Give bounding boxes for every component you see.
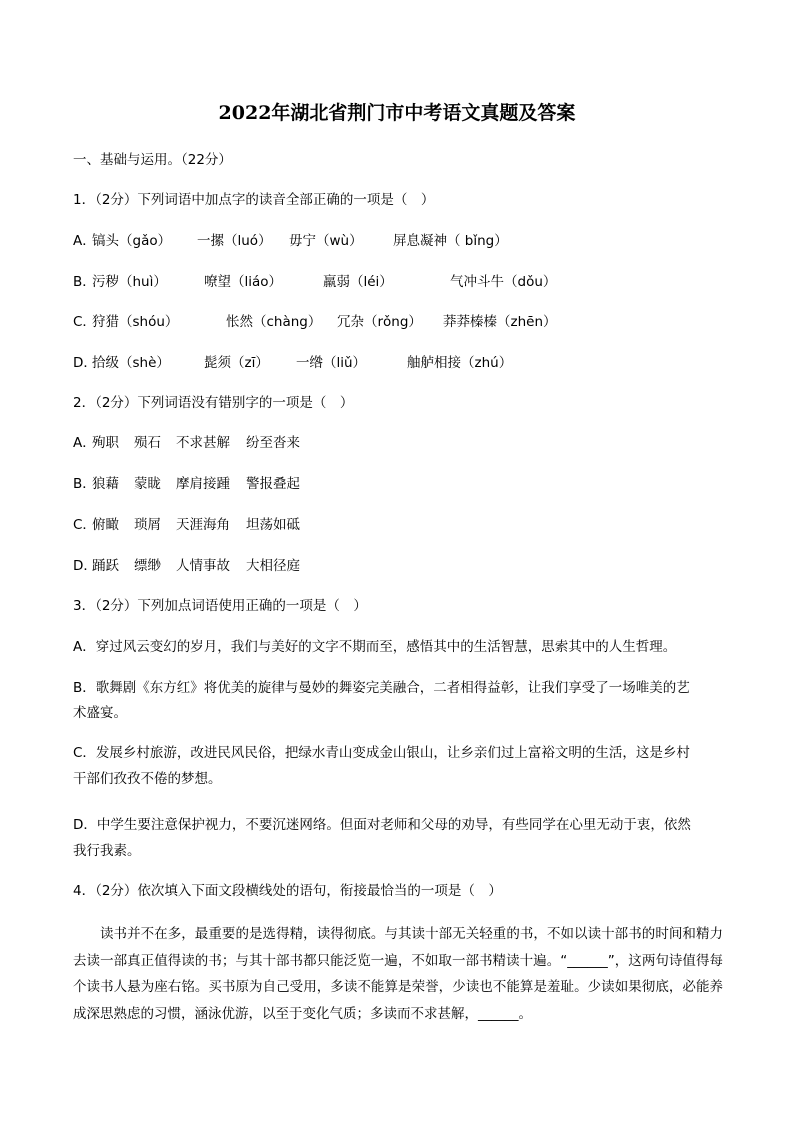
q1-option-item: 气冲斗牛（dǒu） bbox=[450, 274, 557, 290]
question-3-option-b: B．歌舞剧《东方红》将优美的旋律与曼妙的舞姿完美融合，二者相得益彰，让我们享受了一场唯美的艺 bbox=[73, 680, 690, 696]
q1-option-label: C． bbox=[73, 314, 96, 330]
q2-option-item: 蒙眬 bbox=[134, 476, 161, 492]
q1-option-item: 莽莽榛榛（zhēn） bbox=[443, 314, 557, 330]
q1-option-item: 髭须（zī） bbox=[204, 355, 269, 371]
q1-option-item: 拾级（shè） bbox=[92, 355, 170, 371]
q2-option-item: 殒石 bbox=[134, 435, 161, 451]
q1-option-item: 羸弱（léi） bbox=[323, 274, 393, 290]
q2-option-item: 踊跃 bbox=[92, 558, 119, 574]
question-3-option-c-cont: 干部们孜孜不倦的梦想。 bbox=[73, 771, 222, 787]
q2-option-label: A． bbox=[73, 435, 96, 451]
q1-option-label: D． bbox=[73, 355, 97, 371]
q2-option-item: 人情事故 bbox=[176, 558, 230, 574]
q2-option-label: C． bbox=[73, 517, 96, 533]
question-4-stem: 4．（2分）依次填入下面文段横线处的语句，衔接最恰当的一项是（ ） bbox=[73, 883, 502, 899]
question-3-option-b-cont: 术盛宴。 bbox=[73, 705, 127, 721]
q1-option-item: 嘹望（liáo） bbox=[204, 274, 283, 290]
document-title: 2022年湖北省荆门市中考语文真题及答案 bbox=[218, 102, 576, 124]
question-3-option-d-cont: 我行我素。 bbox=[73, 843, 141, 859]
q2-option-item: 俯瞰 bbox=[92, 517, 119, 533]
q1-option-item: 怅然（chàng） bbox=[226, 314, 322, 330]
q2-option-item: 琐屑 bbox=[134, 517, 161, 533]
section-heading: 一、基础与运用。（22分） bbox=[73, 152, 232, 168]
q1-option-label: B． bbox=[73, 274, 96, 290]
question-4-passage: 读书并不在多，最重要的是选得精，读得彻底。与其读十部无关轻重的书，不如以读十部书的时间和精力去读一部真正值得读的书；与其十部书都只能泛览一遍，不如取一部书精读十遍。“______”，这两句诗值得每个读书人悬为座右铭。买书原为自己受用，多读不能算是荣誉，少读也不能算是羞耻。少读如果彻底，必能养成深思熟虑的习惯，涵泳优游，以至于变化气质；多读而不求甚解，______。 bbox=[73, 926, 723, 1022]
question-1-stem: 1．（2分）下列词语中加点字的读音全部正确的一项是（ ） bbox=[73, 192, 435, 208]
q2-option-item: 大相径庭 bbox=[246, 558, 300, 574]
q2-option-item: 狼藉 bbox=[92, 476, 119, 492]
q2-option-item: 纷至沓来 bbox=[246, 435, 300, 451]
q2-option-item: 警报叠起 bbox=[246, 476, 300, 492]
question-2-stem: 2．（2分）下列词语没有错别字的一项是（ ） bbox=[73, 395, 354, 411]
question-3-stem: 3．（2分）下列加点词语使用正确的一项是（ ） bbox=[73, 598, 367, 614]
q1-option-item: 狩猎（shóu） bbox=[92, 314, 179, 330]
q1-option-item: 舳舻相接（zhú） bbox=[407, 355, 513, 371]
q2-option-item: 缥缈 bbox=[134, 558, 161, 574]
q2-option-item: 殉职 bbox=[92, 435, 119, 451]
q1-option-item: 污秽（huì） bbox=[92, 274, 167, 290]
q1-option-label: A． bbox=[73, 233, 96, 249]
q1-option-item: 一绺（liǔ） bbox=[296, 355, 367, 371]
q1-option-item: 毋宁（wù） bbox=[289, 233, 363, 249]
q1-option-item: 一摞（luó） bbox=[197, 233, 272, 249]
q1-option-item: 冗杂（rǒng） bbox=[337, 314, 422, 330]
q2-option-item: 坦荡如砥 bbox=[246, 517, 300, 533]
q2-option-item: 不求甚解 bbox=[176, 435, 230, 451]
question-3-option-a: A．穿过风云变幻的岁月，我们与美好的文字不期而至，感悟其中的生活智慧，思索其中的人生哲理。 bbox=[73, 639, 677, 655]
q1-option-item: 镐头（gǎo） bbox=[92, 233, 172, 249]
q1-option-item: 屏息凝神（ bǐng） bbox=[393, 233, 508, 249]
q2-option-item: 摩肩接踵 bbox=[176, 476, 230, 492]
q2-option-item: 天涯海角 bbox=[176, 517, 230, 533]
question-3-option-c: C．发展乡村旅游，改进民风民俗，把绿水青山变成金山银山，让乡亲们过上富裕文明的生活，这是乡村 bbox=[73, 745, 690, 761]
q2-option-label: D． bbox=[73, 558, 97, 574]
question-3-option-d: D．中学生要注意保护视力，不要沉迷网络。但面对老师和父母的劝导，有些同学在心里无动于衷，依然 bbox=[73, 817, 691, 833]
q2-option-label: B． bbox=[73, 476, 96, 492]
